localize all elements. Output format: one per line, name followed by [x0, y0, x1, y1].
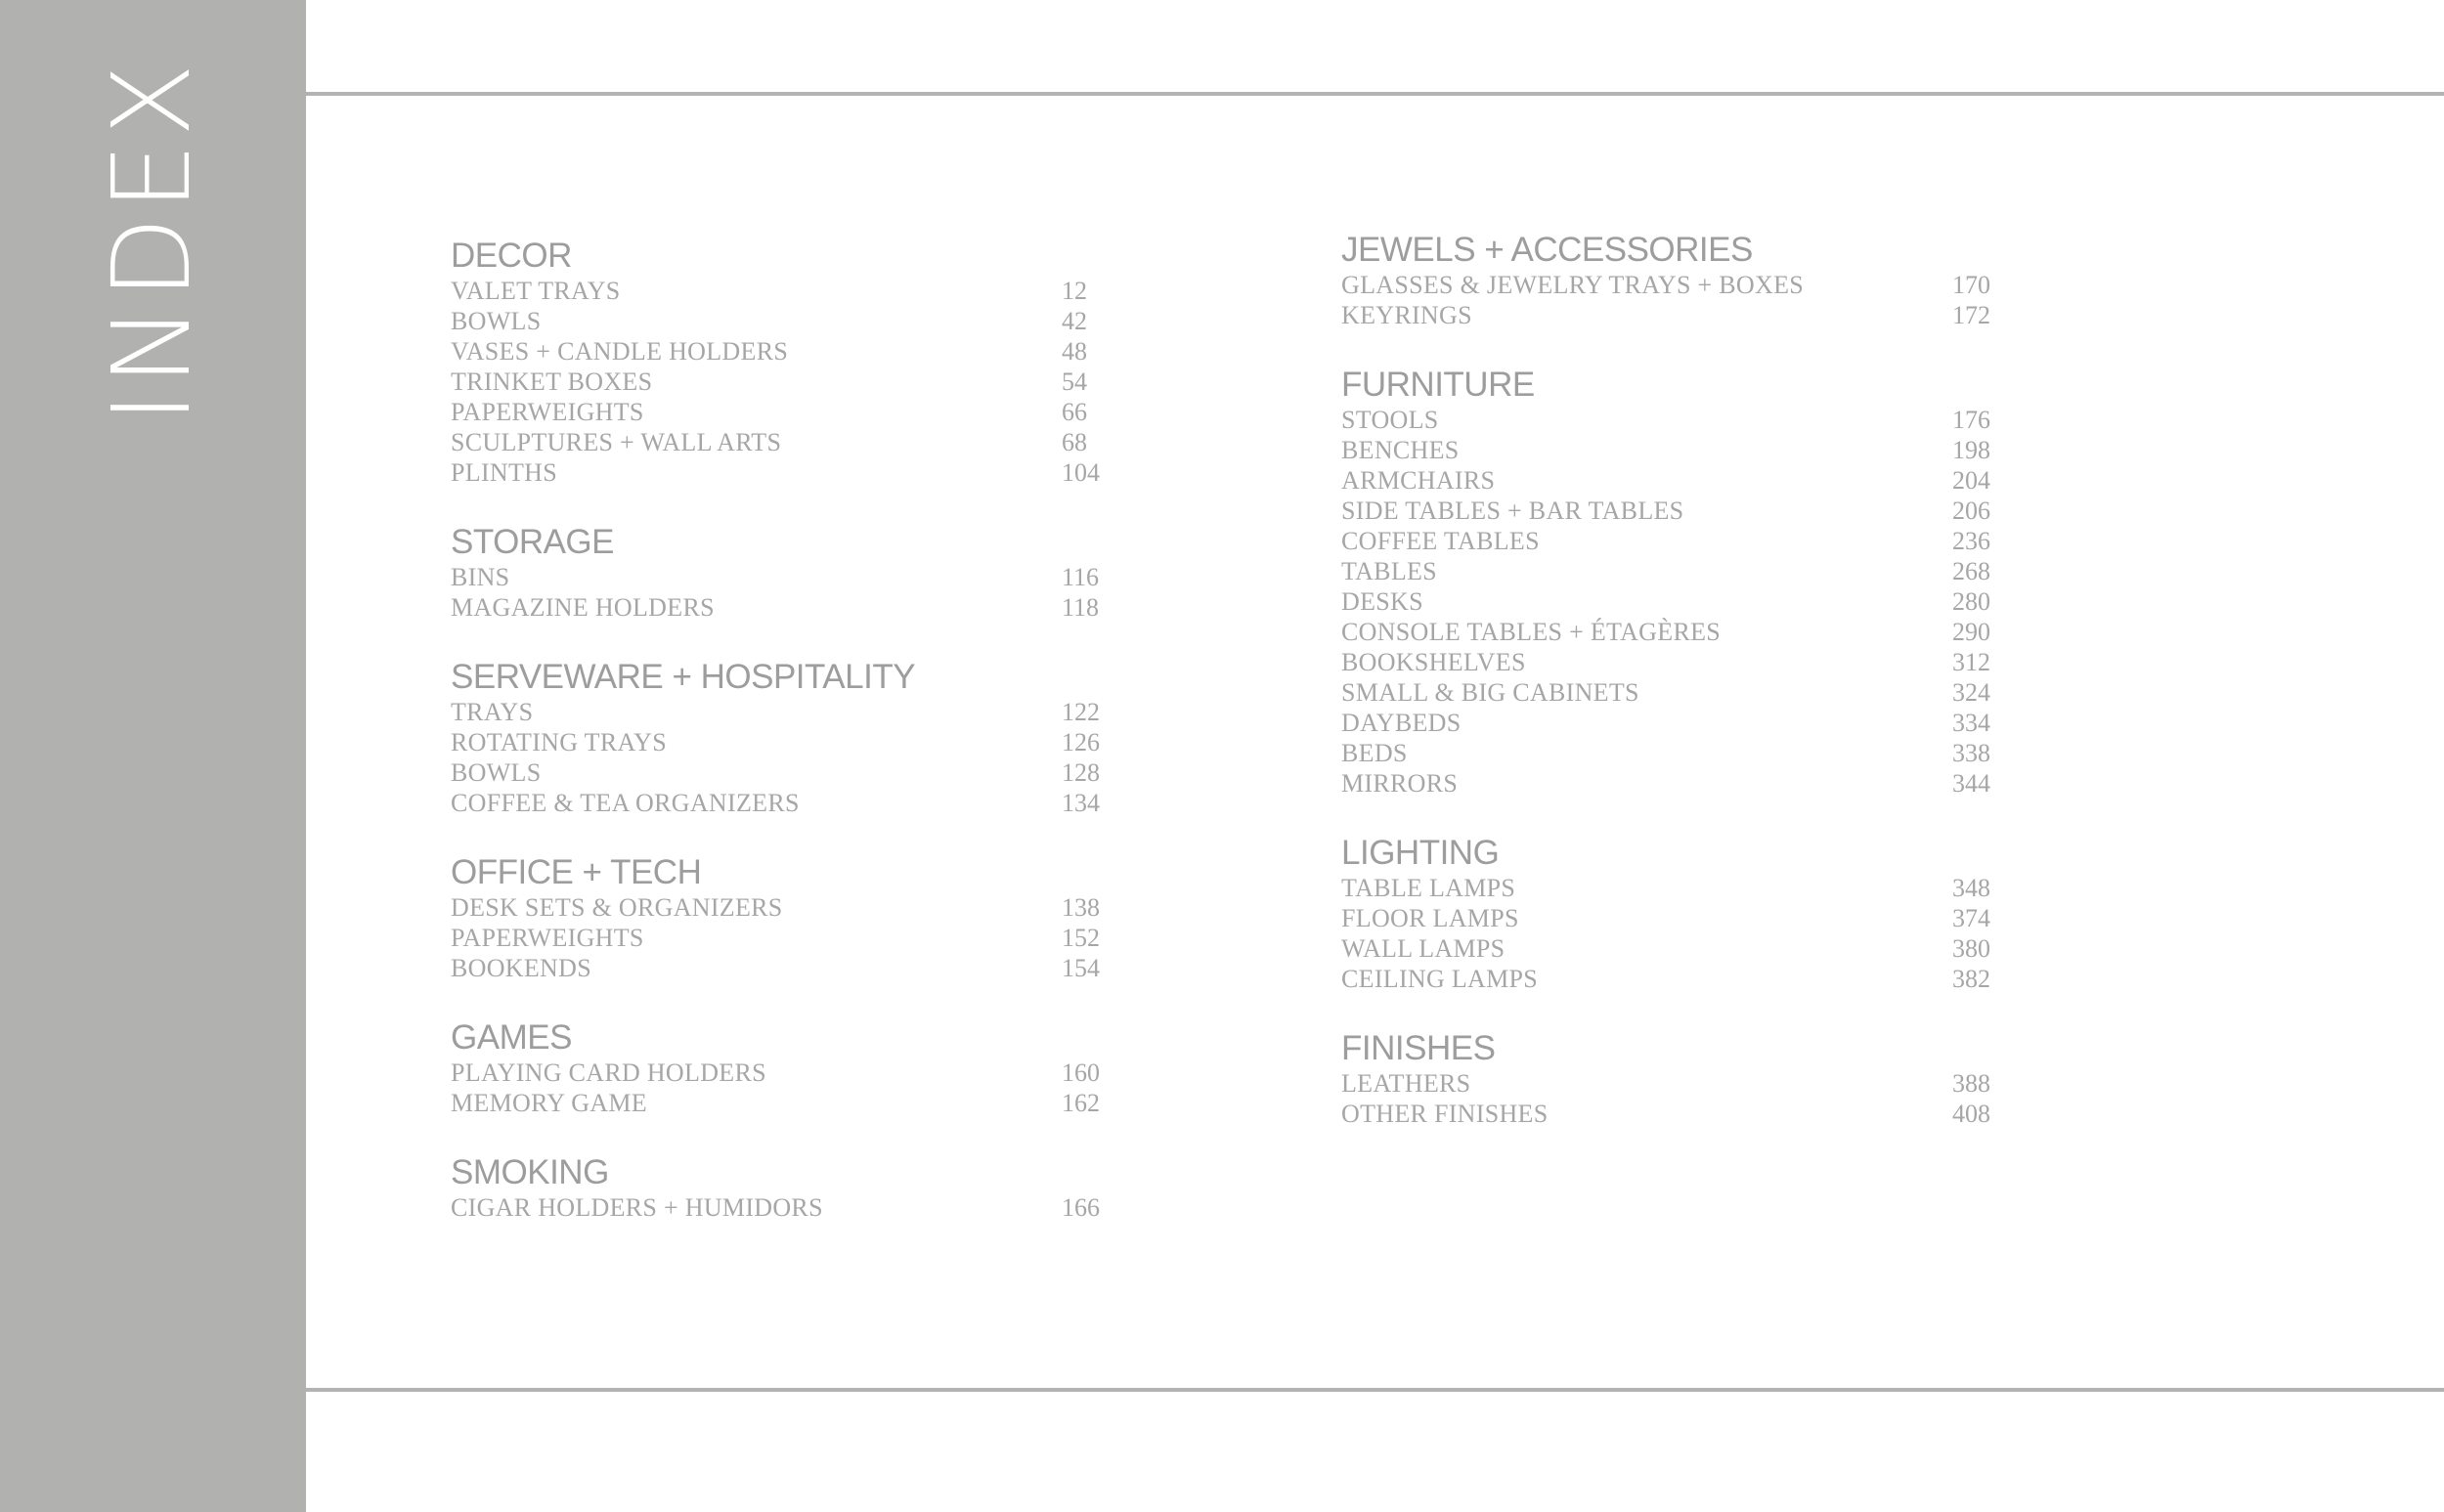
index-entry	[1341, 933, 2006, 964]
entry-page-number: 166	[1062, 1193, 1100, 1222]
index-entry	[451, 457, 1115, 488]
index-entry	[451, 367, 1115, 397]
entry-page-number: 206	[1952, 497, 1990, 525]
section-title: OFFICE + TECH	[451, 853, 702, 891]
entry-label: DESKS	[1341, 587, 1423, 616]
index-entry	[451, 953, 1115, 983]
entry-page-number: 116	[1062, 563, 1100, 591]
entry-label: TABLES	[1341, 557, 1437, 585]
section-title: JEWELS + ACCESSORIES	[1341, 231, 1753, 269]
entry-page-number: 374	[1952, 904, 1990, 932]
index-section	[451, 523, 1115, 623]
index-entry	[1341, 903, 2006, 933]
entry-label: SMALL & BIG CABINETS	[1341, 678, 1639, 707]
entry-page-number: 42	[1062, 307, 1087, 335]
entry-label: DESK SETS & ORGANIZERS	[451, 893, 783, 922]
entry-label: COFFEE TABLES	[1341, 527, 1540, 555]
entry-label: KEYRINGS	[1341, 301, 1472, 329]
entry-label: LEATHERS	[1341, 1069, 1471, 1098]
index-entry	[1341, 496, 2006, 526]
entry-page-number: 134	[1062, 789, 1100, 817]
index-entry	[451, 306, 1115, 336]
entry-label: ROTATING TRAYS	[451, 728, 667, 756]
entry-label: PLINTHS	[451, 458, 557, 487]
entry-label: STOOLS	[1341, 406, 1439, 434]
entry-page-number: 12	[1062, 277, 1087, 305]
section-title: SERVEWARE + HOSPITALITY	[451, 658, 916, 696]
entry-label: BINS	[451, 563, 510, 591]
section-title: FURNITURE	[1341, 366, 1535, 404]
entry-label: TABLE LAMPS	[1341, 874, 1516, 902]
index-section	[1341, 1029, 2006, 1129]
index-entry	[1341, 738, 2006, 768]
index-entry	[1341, 435, 2006, 465]
index-entry	[1341, 647, 2006, 677]
index-entry	[1341, 526, 2006, 556]
index-entry	[1341, 405, 2006, 435]
entry-label: BEDS	[1341, 739, 1408, 767]
entry-page-number: 128	[1062, 758, 1100, 787]
entry-label: SCULPTURES + WALL ARTS	[451, 428, 782, 456]
index-entry	[1341, 708, 2006, 738]
entry-page-number: 48	[1062, 337, 1087, 366]
entry-label: OTHER FINISHES	[1341, 1100, 1549, 1128]
index-entry	[1341, 270, 2006, 300]
entry-page-number: 344	[1952, 769, 1990, 798]
entry-label: CIGAR HOLDERS + HUMIDORS	[451, 1193, 823, 1222]
index-entry	[451, 562, 1115, 592]
entry-label: BENCHES	[1341, 436, 1460, 464]
index-section	[1341, 231, 2006, 330]
entry-label: VALET TRAYS	[451, 277, 621, 305]
entry-label: GLASSES & JEWELRY TRAYS + BOXES	[1341, 271, 1805, 299]
entry-label: BOWLS	[451, 758, 542, 787]
entry-page-number: 388	[1952, 1069, 1990, 1098]
entry-page-number: 66	[1062, 398, 1087, 426]
entry-page-number: 348	[1952, 874, 1990, 902]
index-section	[1341, 834, 2006, 994]
index-entry	[1341, 873, 2006, 903]
index-entry	[1341, 964, 2006, 994]
entry-page-number: 236	[1952, 527, 1990, 555]
entry-label: COFFEE & TEA ORGANIZERS	[451, 789, 800, 817]
entry-page-number: 176	[1952, 406, 1990, 434]
index-section	[1341, 366, 2006, 799]
entry-page-number: 138	[1062, 893, 1100, 922]
index-entry	[451, 397, 1115, 427]
entry-label: BOOKSHELVES	[1341, 648, 1526, 676]
index-column-left	[451, 237, 1115, 1258]
entry-label: TRINKET BOXES	[451, 367, 653, 396]
entry-page-number: 290	[1952, 618, 1990, 646]
entry-label: CEILING LAMPS	[1341, 965, 1539, 993]
index-entry	[1341, 1068, 2006, 1099]
index-column-right	[1341, 231, 2006, 1164]
entry-label: WALL LAMPS	[1341, 934, 1506, 963]
entry-label: ARMCHAIRS	[1341, 466, 1496, 495]
index-entry	[1341, 1099, 2006, 1129]
index-entry	[451, 923, 1115, 953]
entry-label: DAYBEDS	[1341, 709, 1462, 737]
entry-page-number: 122	[1062, 698, 1100, 726]
index-entry	[451, 336, 1115, 367]
entry-label: PAPERWEIGHTS	[451, 924, 644, 952]
index-entry	[451, 427, 1115, 457]
index-section	[451, 853, 1115, 983]
section-title: DECOR	[451, 237, 572, 275]
entry-page-number: 118	[1062, 593, 1100, 622]
entry-page-number: 172	[1952, 301, 1990, 329]
index-entry	[451, 1058, 1115, 1088]
index-entry	[1341, 300, 2006, 330]
entry-page-number: 126	[1062, 728, 1100, 756]
entry-page-number: 408	[1952, 1100, 1990, 1128]
section-title: SMOKING	[451, 1153, 609, 1191]
entry-page-number: 380	[1952, 934, 1990, 963]
section-title: LIGHTING	[1341, 834, 1500, 872]
entry-page-number: 280	[1952, 587, 1990, 616]
entry-page-number: 334	[1952, 709, 1990, 737]
entry-page-number: 338	[1952, 739, 1990, 767]
entry-page-number: 268	[1952, 557, 1990, 585]
section-title: FINISHES	[1341, 1029, 1496, 1067]
entry-label: CONSOLE TABLES + ÉTAGÈRES	[1341, 618, 1722, 646]
entry-label: BOOKENDS	[451, 954, 591, 982]
sidebar-title	[34, 57, 269, 424]
entry-page-number: 104	[1062, 458, 1100, 487]
entry-label: MEMORY GAME	[451, 1089, 647, 1117]
section-title: GAMES	[451, 1018, 572, 1057]
entry-page-number: 170	[1952, 271, 1990, 299]
index-title: INDEX	[89, 57, 215, 424]
entry-label: PLAYING CARD HOLDERS	[451, 1058, 766, 1087]
index-entry	[451, 892, 1115, 923]
index-entry	[1341, 768, 2006, 799]
index-section	[451, 237, 1115, 488]
entry-label: FLOOR LAMPS	[1341, 904, 1519, 932]
entry-page-number: 198	[1952, 436, 1990, 464]
index-entry	[1341, 586, 2006, 617]
top-divider	[306, 92, 2444, 96]
entry-label: MIRRORS	[1341, 769, 1459, 798]
entry-page-number: 154	[1062, 954, 1100, 982]
index-section	[451, 658, 1115, 818]
index-section	[451, 1018, 1115, 1118]
index-entry	[451, 1088, 1115, 1118]
entry-page-number: 382	[1952, 965, 1990, 993]
index-entry	[451, 592, 1115, 623]
index-entry	[451, 276, 1115, 306]
entry-page-number: 204	[1952, 466, 1990, 495]
entry-page-number: 152	[1062, 924, 1100, 952]
index-entry	[1341, 465, 2006, 496]
index-section	[451, 1153, 1115, 1223]
entry-label: TRAYS	[451, 698, 534, 726]
entry-page-number: 312	[1952, 648, 1990, 676]
entry-page-number: 324	[1952, 678, 1990, 707]
index-entry	[1341, 556, 2006, 586]
index-entry	[1341, 677, 2006, 708]
index-entry	[451, 757, 1115, 788]
entry-page-number: 54	[1062, 367, 1087, 396]
index-entry	[451, 1192, 1115, 1223]
entry-label: MAGAZINE HOLDERS	[451, 593, 715, 622]
entry-label: PAPERWEIGHTS	[451, 398, 644, 426]
entry-label: BOWLS	[451, 307, 542, 335]
index-entry	[451, 727, 1115, 757]
index-entry	[451, 697, 1115, 727]
entry-page-number: 160	[1062, 1058, 1100, 1087]
sidebar	[0, 0, 306, 1512]
entry-label: VASES + CANDLE HOLDERS	[451, 337, 789, 366]
index-entry	[451, 788, 1115, 818]
entry-label: SIDE TABLES + BAR TABLES	[1341, 497, 1684, 525]
index-entry	[1341, 617, 2006, 647]
entry-page-number: 68	[1062, 428, 1087, 456]
bottom-divider	[306, 1388, 2444, 1392]
section-title: STORAGE	[451, 523, 615, 561]
entry-page-number: 162	[1062, 1089, 1100, 1117]
